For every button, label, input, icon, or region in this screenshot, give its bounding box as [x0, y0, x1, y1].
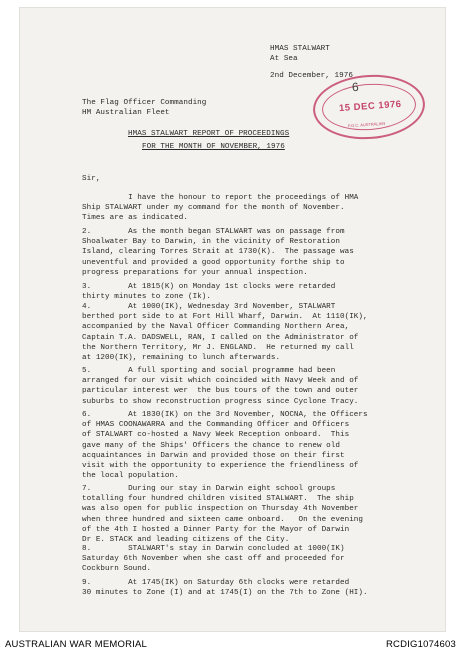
paragraph-4: 4. At 1000(IK), Wednesday 3rd November, STALWART berthed port side to at Fort Hill Wharf, Darwin. At 1110(IK), accompanied by the Naval Officer Commanding Northern Area, Captain T.A. DADSWELL, RAN, I called on the Administrator of the Northern Territory, Mr J. ENGLAND. He returned my call at 1200(IK), remaining to lunch afterwards.: [82, 303, 368, 363]
paragraph-8: 8. STALWART's stay in Darwin concluded at 1000(IK) Saturday 6th November when she cast off and proceeded for Cockburn Sound.: [82, 545, 345, 574]
paragraph-3: 3. At 1815(K) on Monday 1st clocks were retarded thirty minutes to zone (Ik).: [82, 283, 336, 302]
paragraph-7: 7. During our stay in Darwin eight school groups totalling four hundred children visited STALWART. The ship was also open for public inspection on Thursday 4th November when three hundred and sixteen came onboard. On the evening of the 4th I hosted a Dinner Party for the Mayor of Darwin Dr E. STACK and leading citizens of the City.: [82, 485, 364, 545]
subject-line1: HMAS STALWART REPORT OF PROCEEDINGS: [128, 130, 290, 138]
addressee-block: [82, 98, 206, 118]
addressee-line1: The Flag Officer Commanding: [82, 99, 207, 107]
paragraph-1: I have the honour to report the proceedings of HMA Ship STALWART under my command for the month of November. Times are as indicated.: [82, 194, 359, 223]
sender-block: [270, 44, 330, 64]
footer-institution: AUSTRALIAN WAR MEMORIAL: [5, 639, 148, 650]
ship-name: HMAS STALWART: [270, 45, 330, 53]
addressee-line2: HM Australian Fleet: [82, 109, 170, 118]
footer-record-id: RCDIG1074603: [386, 639, 456, 650]
paragraph-6: 6. At 1830(IK) on the 3rd November, NOCNA, the Officers of HMAS COONAWARRA and the Commanding Officer and Officers of STALWART co-hosted a Navy Week Reception onboard. This gave many of the Ships' Officers the chance to renew old acquaintances in Darwin and provided those on their first visit with the opportunity to experience the friendliness of the local population.: [82, 411, 368, 481]
letter-date: 2nd December, 1976: [270, 72, 353, 80]
stamp-number: 6: [351, 79, 360, 95]
paragraph-5: 5. A full sporting and social programme had been arranged for our visit which coincided with Navy Week and of particular interest wer the bus tours of the town and outer suburbs to show reconstruction progress since Cyclone Tracy.: [82, 367, 359, 406]
stamp-text: F.O.C. AUSTRALIAN: [347, 120, 386, 129]
salutation: Sir,: [82, 175, 101, 183]
paragraph-2: 2. As the month began STALWART was on passage from Shoalwater Bay to Darwin, in the vicinity of Restoration Island, clearing Torres Strait at 1730(K). The passage was uneventful and provided a good opportunity forthe ship to progress preparations for your annual inspection.: [82, 228, 354, 277]
stamp-date: 15 DEC 1976: [338, 98, 402, 115]
location: At Sea: [270, 55, 298, 64]
paragraph-9: 9. At 1745(IK) on Saturday 6th clocks were retarded 30 minutes to Zone (I) and at 1745(I) on the 7th to Zone (HI).: [82, 579, 368, 598]
subject-line2: FOR THE MONTH OF NOVEMBER, 1976: [142, 143, 285, 151]
